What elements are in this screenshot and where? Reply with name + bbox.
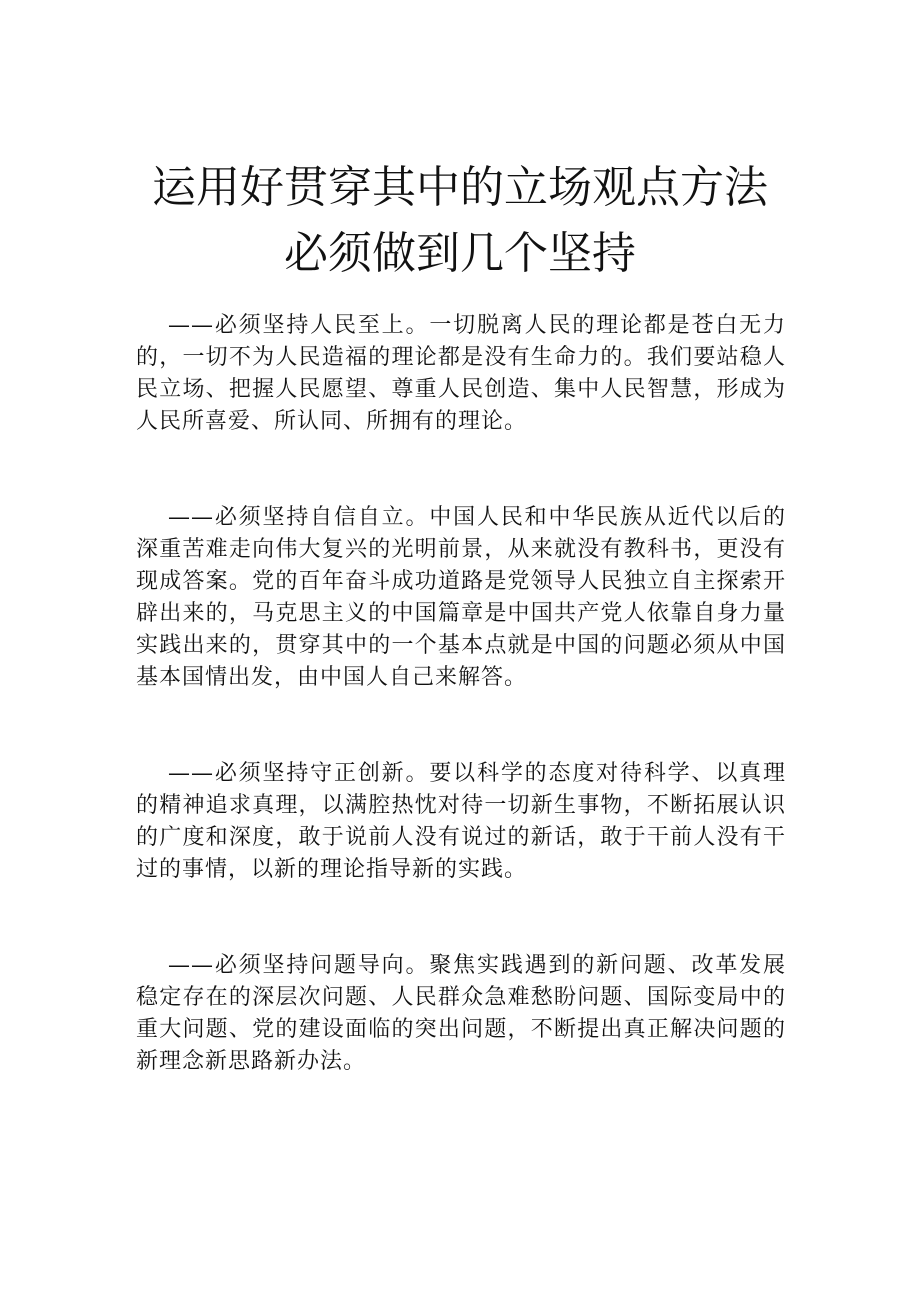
title-line-2: 必须做到几个坚持 — [284, 228, 636, 279]
paragraph-problem-orientation: ——必须坚持问题导向。聚焦实践遇到的新问题、改革发展稳定存在的深层次问题、人民群众急难愁盼问题、国际变局中的重大问题、党的建设面临的突出问题，不断提出真正解决问题的新理念新思路新办法。 — [136, 953, 786, 1074]
paragraph-self-confidence: ——必须坚持自信自立。中国人民和中华民族从近代以后的深重苦难走向伟大复兴的光明前景，从来就没有教科书，更没有现成答案。党的百年奋斗成功道路是党领导人民独立自主探索开辟出来的，马克思主义的中国篇章是中国共产党人依靠自身力量实践出来的，贯穿其中的一个基本点就是中国的问题必须从中国基本国情出发，由中国人自己来解答。 — [136, 505, 786, 690]
title-line-1: 运用好贯穿其中的立场观点方法 — [152, 162, 768, 213]
paragraph-innovation: ——必须坚持守正创新。要以科学的态度对待科学、以真理的精神追求真理，以满腔热忱对待一切新生事物，不断拓展认识的广度和深度，敢于说前人没有说过的新话，敢于干前人没有干过的事情，以新的理论指导新的实践。 — [136, 761, 786, 882]
paragraph-people-first: ——必须坚持人民至上。一切脱离人民的理论都是苍白无力的，一切不为人民造福的理论都是没有生命力的。我们要站稳人民立场、把握人民愿望、尊重人民创造、集中人民智慧，形成为人民所喜爱、所认同、所拥有的理论。 — [136, 313, 786, 434]
